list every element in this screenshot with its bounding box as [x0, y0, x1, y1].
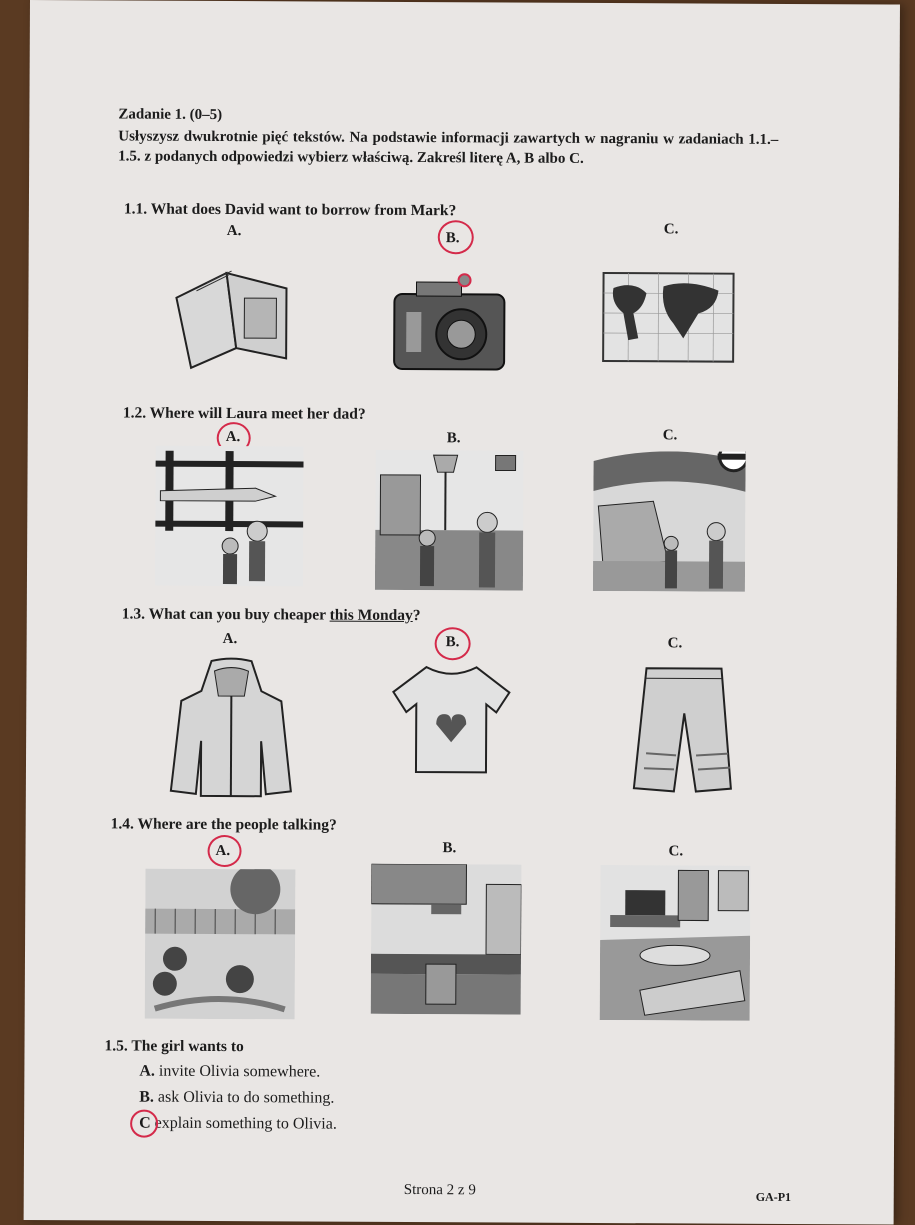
- living-room-tv-icon: [600, 865, 751, 1021]
- book-icon: [166, 263, 307, 374]
- question-text: Where are the people talking?: [138, 816, 337, 834]
- question-text: What does David want to borrow from Mark?: [151, 201, 457, 220]
- living-room-icon: [375, 450, 524, 591]
- question-number: 1.4.: [111, 815, 134, 832]
- task-instructions: Usłyszysz dwukrotnie pięć tekstów. Na podstawie informacji zawartych w nagraniu w zadaniach 1.1.–1.5. z podanych odpowiedzi wybierz właściwą. Zakreśl literę A, B albo C.: [118, 126, 778, 169]
- question-1-1: [124, 200, 456, 220]
- answer-letter: C: [139, 1115, 151, 1132]
- tshirt-icon: [391, 662, 512, 778]
- question-text: What can you buy cheaper: [149, 606, 330, 624]
- exam-page: [24, 0, 900, 1225]
- option-a: A.: [215, 843, 230, 860]
- question-number: 1.2.: [123, 404, 146, 421]
- question-text: The girl wants to: [131, 1038, 243, 1056]
- trousers-icon: [626, 663, 737, 794]
- question-number: 1.3.: [122, 605, 145, 622]
- camera-icon: [386, 272, 517, 378]
- question-1-5: [104, 1037, 243, 1056]
- answer-letter: B.: [139, 1089, 154, 1106]
- answer-text: ask Olivia to do something.: [158, 1089, 335, 1107]
- option-b: B.: [447, 430, 461, 447]
- option-c: C.: [669, 843, 684, 860]
- option-a: A.: [223, 631, 238, 648]
- pen-circle-mark: [207, 835, 241, 867]
- airport-icon: [155, 446, 304, 587]
- option-c: C.: [668, 635, 683, 652]
- option-a: A.: [226, 429, 241, 446]
- question-1-4: [111, 815, 337, 834]
- answer-letter: A.: [139, 1063, 155, 1080]
- option-c: C.: [663, 427, 678, 444]
- option-b: B.: [446, 634, 460, 651]
- question-1-2: [123, 404, 366, 423]
- kitchen-icon: [371, 864, 522, 1015]
- page-number: Strona 2 z 9: [404, 1182, 476, 1199]
- answer-text: invite Olivia somewhere.: [159, 1063, 320, 1081]
- option-b: B.: [446, 230, 460, 247]
- garden-icon: [145, 869, 296, 1020]
- pen-circle-mark: [438, 220, 474, 254]
- option-b: B.: [443, 840, 457, 857]
- question-text: ?: [413, 607, 421, 624]
- option-c: C.: [664, 221, 679, 238]
- answer-c: [139, 1115, 337, 1134]
- subway-station-icon: [593, 451, 746, 592]
- pen-circle-mark: [130, 1110, 158, 1138]
- answer-a: [139, 1063, 320, 1082]
- pen-circle-mark: [435, 627, 471, 660]
- question-number: 1.1.: [124, 200, 147, 217]
- map-icon: [598, 268, 739, 369]
- question-text-underlined: this Monday: [330, 607, 413, 624]
- option-a: A.: [227, 223, 242, 240]
- question-1-3: [122, 605, 421, 625]
- jacket-icon: [166, 656, 297, 802]
- question-text: Where will Laura meet her dad?: [150, 405, 366, 423]
- task-title: Zadanie 1. (0–5): [118, 106, 222, 124]
- answer-b: [139, 1089, 334, 1108]
- answer-text: explain something to Olivia.: [155, 1115, 337, 1133]
- exam-code: GA-P1: [756, 1190, 791, 1205]
- question-number: 1.5.: [104, 1037, 127, 1054]
